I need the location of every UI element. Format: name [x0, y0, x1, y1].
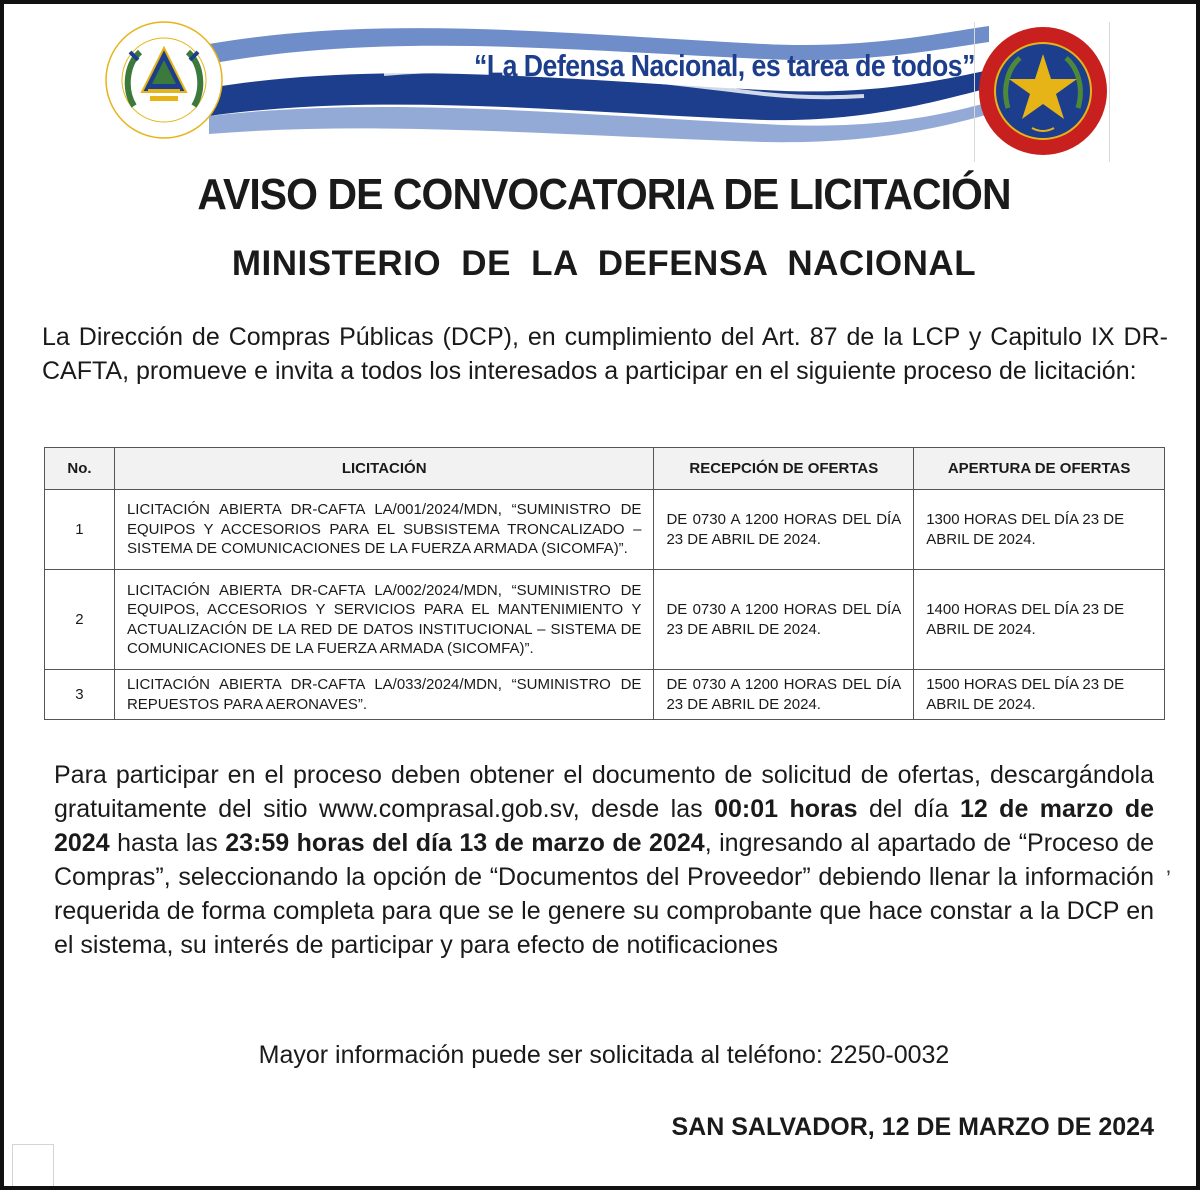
row-licitacion: LICITACIÓN ABIERTA DR-CAFTA LA/001/2024/MDN, “SUMINISTRO DE EQUIPOS Y ACCESORIOS PARA EL SUBSISTEMA TRONCALIZADO – SISTEMA DE COMUNICACIONES DE LA FUERZA ARMADA (SICOMFA)”. [114, 490, 654, 570]
table-header-row [45, 448, 1165, 490]
row-number: 1 [45, 490, 115, 570]
instructions-paragraph [54, 758, 1154, 962]
row-number: 2 [45, 570, 115, 670]
header-licitacion: LICITACIÓN [114, 448, 654, 490]
place-date: SAN SALVADOR, 12 DE MARZO DE 2024 [671, 1113, 1154, 1141]
corner-mark-box [12, 1144, 54, 1188]
stray-apostrophe-mark: ’ [1166, 866, 1171, 891]
header-apertura: APERTURA DE OFERTAS [914, 448, 1165, 490]
table-row [45, 670, 1165, 720]
contact-line: Mayor información puede ser solicitada al teléfono: 2250-0032 [258, 1041, 950, 1069]
row-recepcion: DE 0730 A 1200 HORAS DEL DÍA 23 DE ABRIL DE 2024. [654, 670, 914, 720]
start-time: 00:01 horas [714, 795, 858, 823]
slogan-text: “La Defensa Nacional, es tarea de todos” [474, 48, 975, 83]
ministry-subtitle: MINISTERIO DE LA DEFENSA NACIONAL [231, 244, 977, 283]
table-row [45, 490, 1165, 570]
row-licitacion: LICITACIÓN ABIERTA DR-CAFTA LA/002/2024/MDN, “SUMINISTRO DE EQUIPOS, ACCESORIOS Y SERVICIOS PARA EL MANTENIMIENTO Y ACTUALIZACIÓN DE LA RED DE DATOS INSTITUCIONAL – SISTEMA DE COMUNICACIONES DE LA FUERZA ARMADA (SICOMFA)”. [114, 570, 654, 670]
row-licitacion: LICITACIÓN ABIERTA DR-CAFTA LA/033/2024/MDN, “SUMINISTRO DE REPUESTOS PARA AERONAVES”. [114, 670, 654, 720]
page-title: AVISO DE CONVOCATORIA DE LICITACIÓN [197, 170, 1011, 219]
row-apertura: 1500 HORAS DEL DÍA 23 DE ABRIL DE 2024. [914, 670, 1165, 720]
instructions-text-3: hasta las [109, 829, 226, 857]
header-banner [4, 4, 1200, 164]
instructions-text-4: , ingresando al apartado de “Proceso de Compras”, seleccionando la opción de “Documentos del Proveedor” debiendo llenar la información requerida de forma completa para que se le genere su comprobante que hace constar a la DCP en el sistema, su interés de participar y para efecto de notificaciones [54, 829, 1155, 959]
start-date: 12 de marzo de 2024 [54, 795, 1155, 857]
header-no: No. [45, 448, 115, 490]
table-row [45, 570, 1165, 670]
intro-paragraph: La Dirección de Compras Públicas (DCP), en cumplimiento del Art. 87 de la LCP y Capitulo IX DR-CAFTA, promueve e invita a todos los interesados a participar en el siguiente proceso de licitación: [42, 323, 1168, 385]
row-apertura: 1400 HORAS DEL DÍA 23 DE ABRIL DE 2024. [914, 570, 1165, 670]
header-recepcion: RECEPCIÓN DE OFERTAS [654, 448, 914, 490]
instructions-text-2: del día [857, 795, 960, 823]
row-number: 3 [45, 670, 115, 720]
el-salvador-coat-of-arms-icon [104, 20, 224, 140]
end-datetime: 23:59 horas del día 13 de marzo de 2024 [225, 829, 705, 857]
row-recepcion: DE 0730 A 1200 HORAS DEL DÍA 23 DE ABRIL DE 2024. [654, 490, 914, 570]
row-recepcion: DE 0730 A 1200 HORAS DEL DÍA 23 DE ABRIL DE 2024. [654, 570, 914, 670]
row-apertura: 1300 HORAS DEL DÍA 23 DE ABRIL DE 2024. [914, 490, 1165, 570]
ministry-defense-star-seal-icon [976, 24, 1110, 158]
instructions-text-1: Para participar en el proceso deben obtener el documento de solicitud de ofertas, descargándola gratuitamente del sitio www.comprasal.gob.sv, desde las [54, 761, 1154, 823]
tender-table [44, 447, 1165, 720]
